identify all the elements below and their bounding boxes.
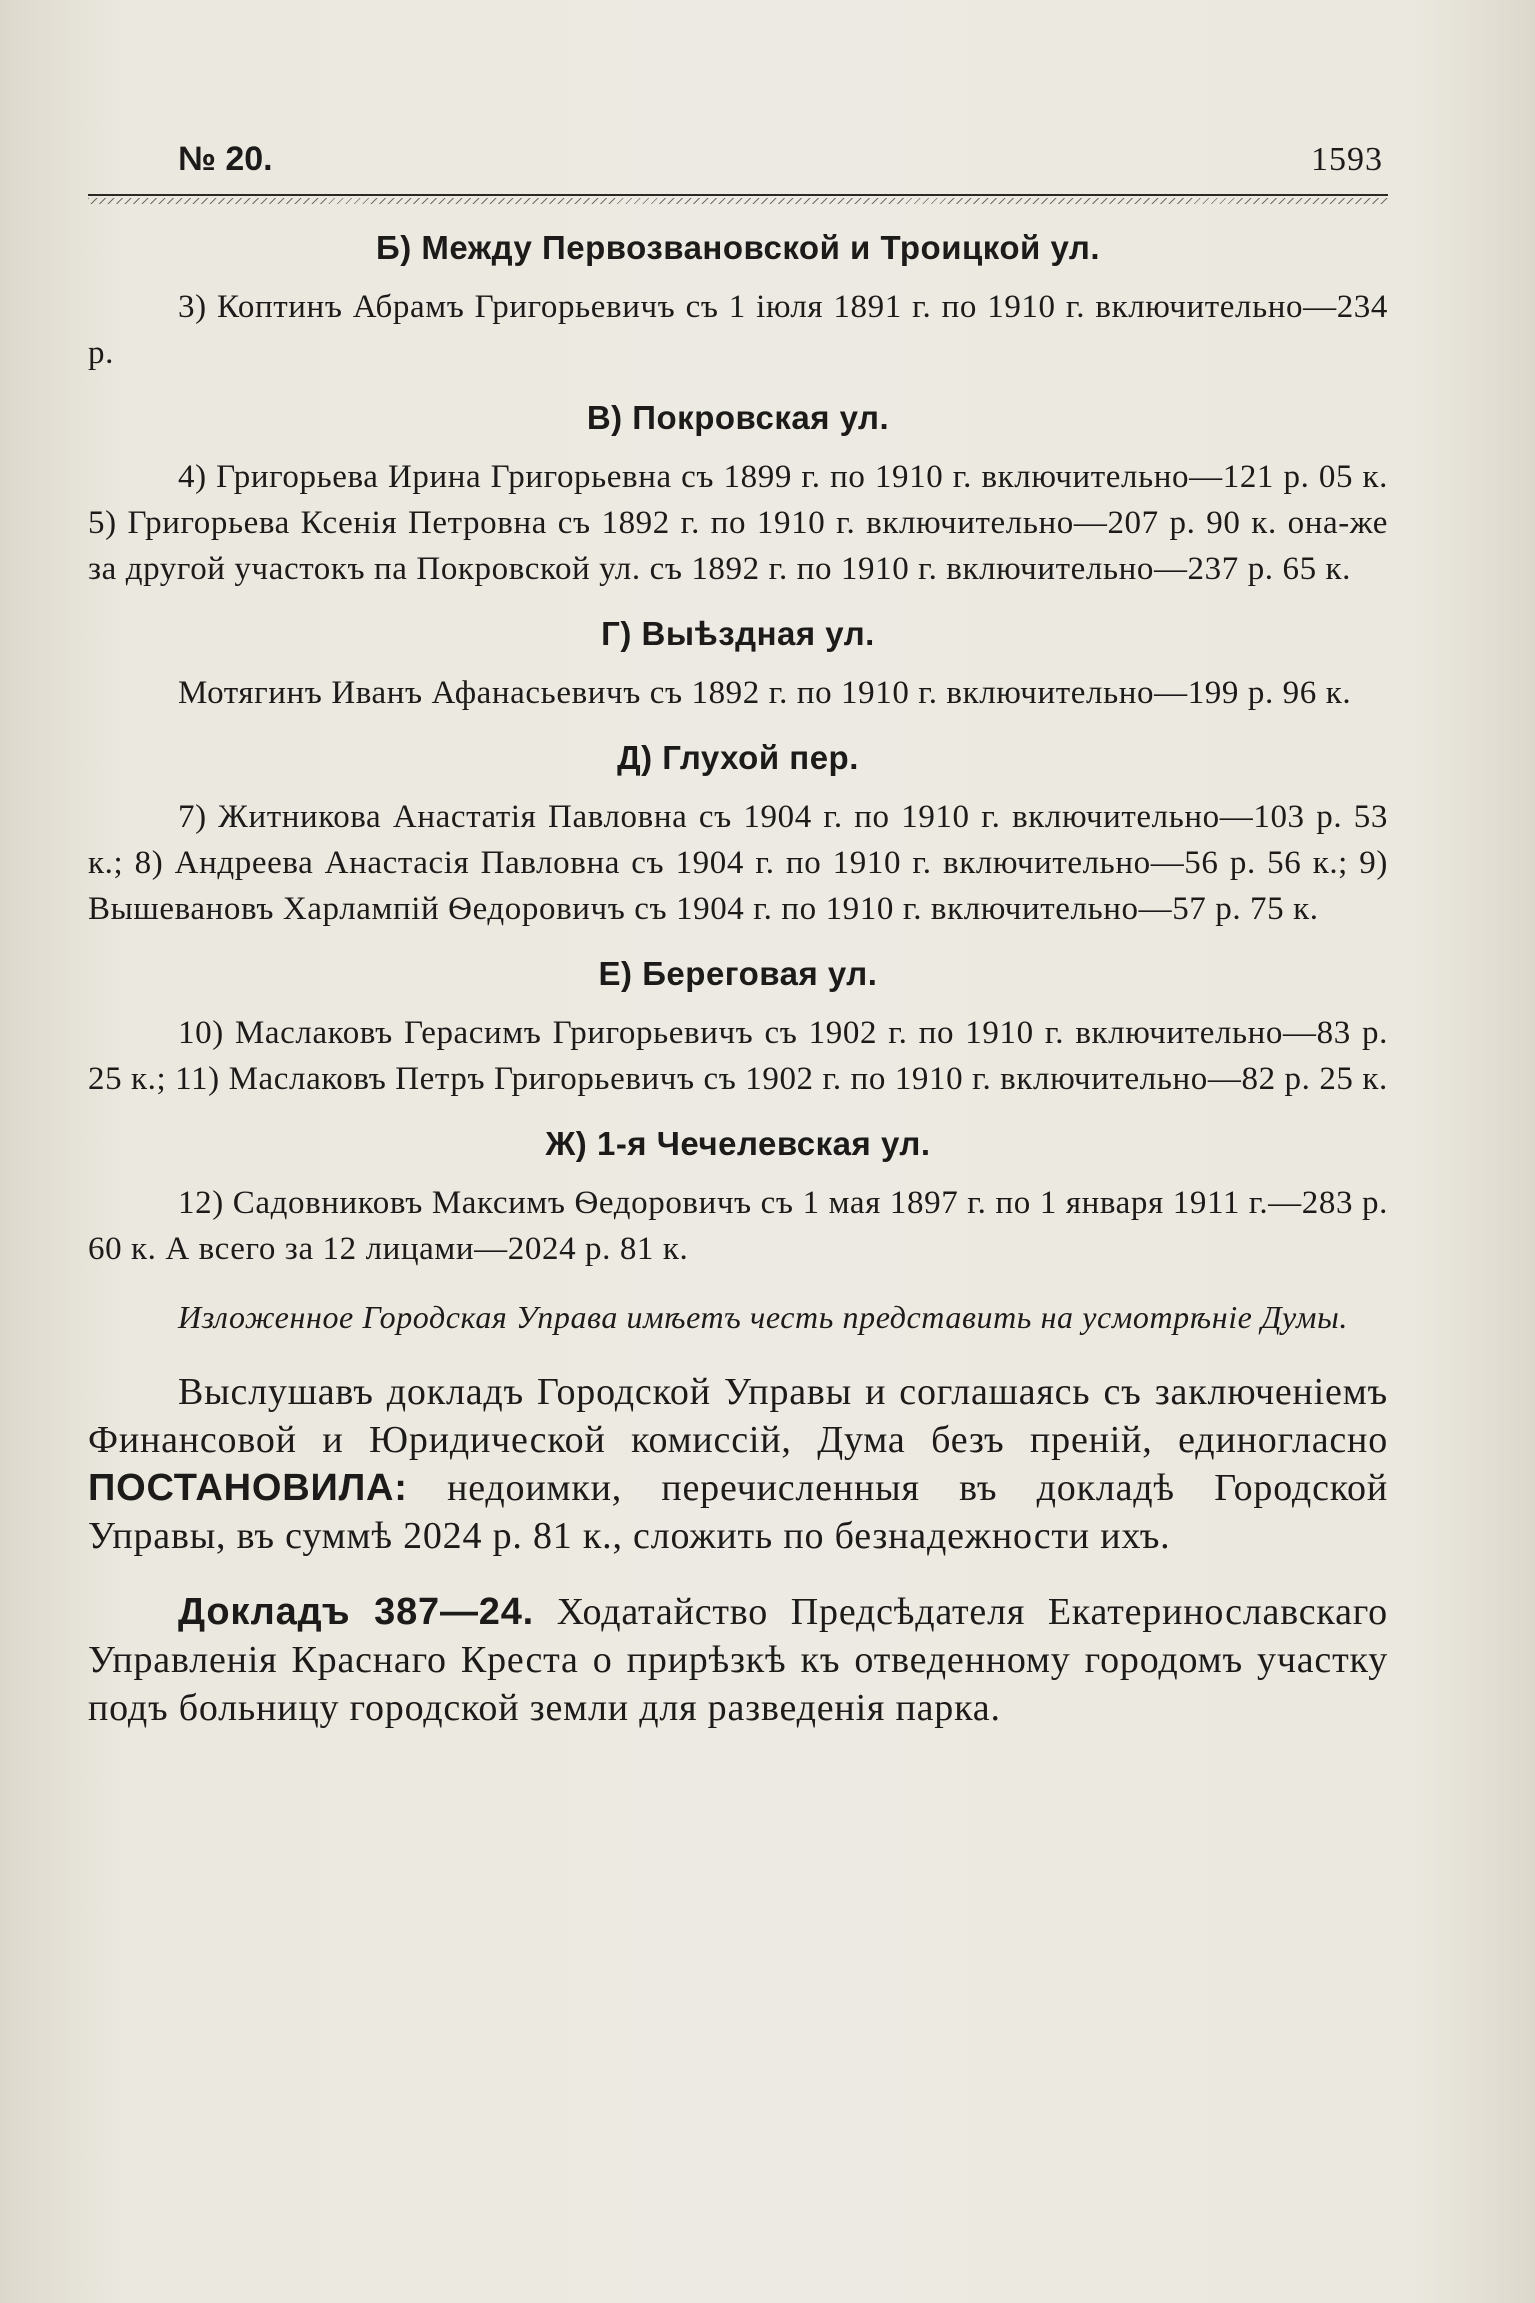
report-text: Ходатайство Предсѣдателя Екатеринославскаго Управленія Краснаго Креста о прирѣзкѣ къ отведенному городомъ участку подъ больницу городской земли для разведенія парка. bbox=[88, 1591, 1388, 1729]
section-text: 12) Садовниковъ Максимъ Ѳедоровичъ съ 1 мая 1897 г. по 1 января 1911 г.—283 р. 60 к. А всего за 12 лицами—2024 р. 81 к. bbox=[88, 1185, 1388, 1267]
header-ornament-rule bbox=[88, 198, 1388, 204]
section-heading: Д) Глухой пер. bbox=[617, 739, 859, 776]
report-label: Докладъ 387—24. bbox=[178, 1591, 534, 1633]
section-text: 10) Маслаковъ Герасимъ Григорьевичъ съ 1902 г. по 1910 г. включительно—83 р. 25 к.; 11) Маслаковъ Петръ Григорьевичъ съ 1902 г. по 1910 г. включительно—82 р. 25 к. bbox=[88, 1015, 1388, 1097]
resolution-before: Выслушавъ докладъ Городской Управы и соглашаясь съ заключеніемъ Финансовой и Юридической комиссій, Дума безъ преній, единогласно bbox=[88, 1371, 1388, 1461]
section-text: Мотягинъ Иванъ Афанасьевичъ съ 1892 г. по 1910 г. включительно—199 р. 96 к. bbox=[178, 675, 1352, 711]
section-zh bbox=[88, 1122, 1388, 1272]
section-text: 3) Коптинъ Абрамъ Григорьевичъ съ 1 іюля 1891 г. по 1910 г. включительно—234 р. bbox=[88, 289, 1388, 371]
section-heading: Ж) 1-я Чечелевская ул. bbox=[545, 1125, 931, 1162]
section-text: 4) Григорьева Ирина Григорьевна съ 1899 г. по 1910 г. включительно—121 р. 05 к. 5) Григорьева Ксенія Петровна съ 1892 г. по 1910 г. включительно—207 р. 90 к. она-же за другой участокъ па Покровской ул. съ 1892 г. по 1910 г. включительно—237 р. 65 к. bbox=[88, 459, 1388, 587]
section-b bbox=[88, 226, 1388, 376]
section-heading: Б) Между Первозвановской и Троицкой ул. bbox=[375, 229, 1101, 266]
resolution-keyword: ПОСТАНОВИЛА: bbox=[88, 1467, 408, 1509]
report-paragraph bbox=[88, 1588, 1388, 1732]
page-number: 1593 bbox=[1311, 141, 1383, 178]
page-header bbox=[88, 140, 1388, 186]
section-g bbox=[88, 612, 1388, 716]
section-v bbox=[88, 396, 1388, 592]
resolution-paragraph bbox=[88, 1368, 1388, 1560]
section-e bbox=[88, 952, 1388, 1102]
section-heading: Е) Береговая ул. bbox=[598, 955, 878, 992]
closing-note: Изложенное Городская Управа имѣетъ честь представить на усмотрѣніе Думы. bbox=[178, 1299, 1348, 1335]
section-heading: Г) Выѣздная ул. bbox=[601, 615, 875, 652]
text-column bbox=[88, 140, 1388, 1732]
section-heading: В) Покровская ул. bbox=[586, 399, 890, 436]
section-d bbox=[88, 736, 1388, 932]
resolution-after: недоимки, перечисленныя въ докладѣ Городской Управы, въ суммѣ 2024 р. 81 к., сложить по безнадежности ихъ. bbox=[88, 1467, 1388, 1557]
header-rule bbox=[88, 194, 1388, 196]
section-text: 7) Житникова Анастатія Павловна съ 1904 г. по 1910 г. включительно—103 р. 53 к.; 8) Андреева Анастасія Павловна съ 1904 г. по 1910 г. включительно—56 р. 56 к.; 9) Вышевановъ Харлампій Ѳедоровичъ съ 1904 г. по 1910 г. включительно—57 р. 75 к. bbox=[88, 799, 1388, 927]
issue-number: № 20. bbox=[178, 140, 273, 178]
